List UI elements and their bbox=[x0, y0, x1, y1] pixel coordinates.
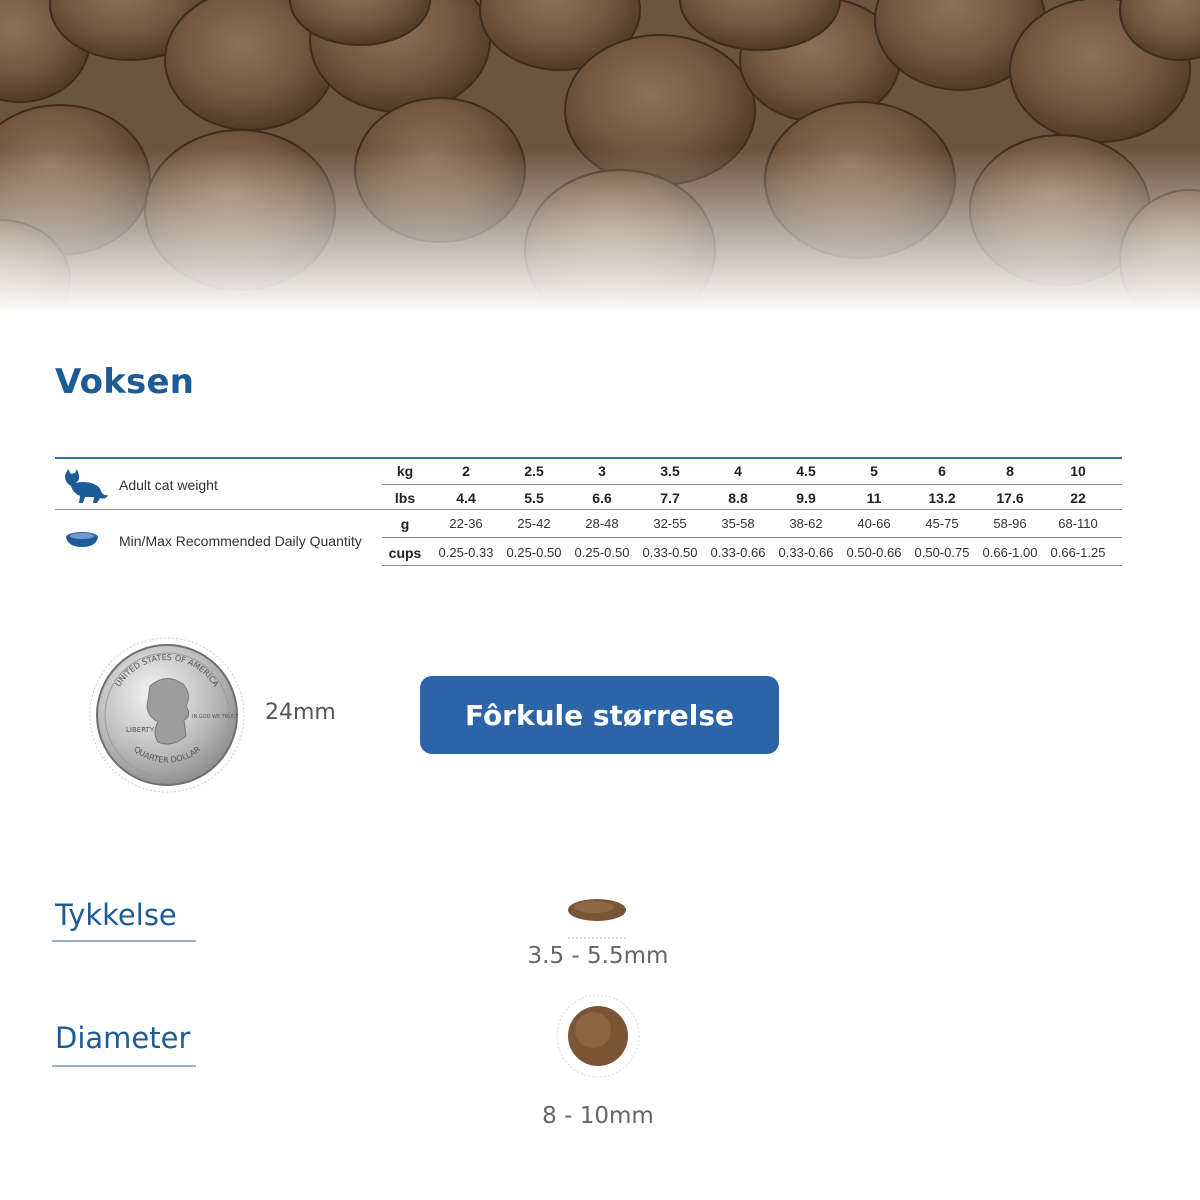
quarter-coin-image bbox=[88, 636, 246, 799]
row-divider bbox=[382, 537, 1122, 538]
table-cell: 8 bbox=[1006, 463, 1014, 479]
table-cell: 13.2 bbox=[928, 490, 956, 506]
table-cell: 3 bbox=[598, 463, 606, 479]
diameter-value: 8 - 10mm bbox=[542, 1103, 654, 1129]
thickness-underline bbox=[52, 940, 196, 942]
diameter-label: Diameter bbox=[55, 1021, 191, 1055]
table-cell: 4 bbox=[734, 463, 742, 479]
food-bowl-icon bbox=[65, 529, 99, 554]
table-cell: 0.33-0.66 bbox=[778, 545, 834, 560]
table-cell: 28-48 bbox=[585, 516, 619, 531]
unit-label: cups bbox=[388, 545, 422, 561]
coin-motto-text: IN GOD WE TRUST bbox=[192, 714, 239, 720]
table-cell: 0.50-0.66 bbox=[846, 545, 902, 560]
coin-liberty-text: LIBERTY bbox=[126, 726, 155, 734]
row-divider bbox=[55, 509, 1122, 510]
kibble-size-button[interactable]: Fôrkule størrelse bbox=[420, 676, 779, 754]
table-cell: 0.33-0.66 bbox=[710, 545, 766, 560]
diameter-underline bbox=[52, 1065, 196, 1067]
table-cell: 4.5 bbox=[796, 463, 816, 479]
table-cell: 68-110 bbox=[1058, 516, 1098, 531]
table-cell: 0.66-1.00 bbox=[982, 545, 1038, 560]
table-top-rule bbox=[55, 457, 1122, 459]
thickness-label: Tykkelse bbox=[55, 898, 177, 932]
unit-label: g bbox=[400, 516, 410, 532]
table-cell: 11 bbox=[866, 490, 882, 506]
kibble-top-view-image bbox=[555, 993, 641, 1084]
table-cell: 6 bbox=[938, 463, 946, 479]
table-cell: 9.9 bbox=[796, 490, 816, 506]
row-divider bbox=[382, 484, 1122, 485]
coin-top-text: UNITED STATES OF AMERICA bbox=[113, 652, 221, 689]
table-cell: 0.50-0.75 bbox=[914, 545, 970, 560]
table-cell: 35-58 bbox=[721, 516, 755, 531]
table-cell: 45-75 bbox=[925, 516, 959, 531]
table-cell: 0.25-0.50 bbox=[506, 545, 562, 560]
table-cell: 22-36 bbox=[449, 516, 483, 531]
kibble-hero-image bbox=[0, 0, 1200, 330]
table-cell: 2.5 bbox=[524, 463, 544, 479]
row-divider bbox=[382, 565, 1122, 566]
table-cell: 10 bbox=[1070, 463, 1086, 479]
kibble-side-view-image bbox=[564, 894, 630, 947]
weight-row-label: Adult cat weight bbox=[119, 477, 218, 493]
table-cell: 2 bbox=[462, 463, 470, 479]
table-cell: 58-96 bbox=[993, 516, 1027, 531]
table-cell: 0.33-0.50 bbox=[642, 545, 698, 560]
table-cell: 3.5 bbox=[660, 463, 680, 479]
table-cell: 0.66-1.25 bbox=[1050, 545, 1106, 560]
table-cell: 6.6 bbox=[592, 490, 612, 506]
table-cell: 32-55 bbox=[653, 516, 687, 531]
thickness-value: 3.5 - 5.5mm bbox=[527, 943, 669, 969]
unit-label: lbs bbox=[394, 490, 416, 506]
table-cell: 22 bbox=[1070, 490, 1086, 506]
cat-icon bbox=[59, 469, 109, 508]
page-title: Voksen bbox=[55, 362, 195, 402]
quantity-row-label: Min/Max Recommended Daily Quantity bbox=[119, 533, 362, 549]
unit-label: kg bbox=[396, 463, 414, 479]
table-cell: 5.5 bbox=[524, 490, 544, 506]
table-cell: 0.25-0.33 bbox=[438, 545, 494, 560]
table-cell: 5 bbox=[870, 463, 878, 479]
table-cell: 17.6 bbox=[996, 490, 1024, 506]
table-cell: 4.4 bbox=[456, 490, 476, 506]
table-cell: 38-62 bbox=[789, 516, 823, 531]
table-cell: 7.7 bbox=[660, 490, 680, 506]
table-cell: 8.8 bbox=[728, 490, 748, 506]
table-cell: 40-66 bbox=[857, 516, 891, 531]
coin-size-label: 24mm bbox=[265, 700, 336, 725]
table-cell: 25-42 bbox=[517, 516, 551, 531]
table-cell: 0.25-0.50 bbox=[574, 545, 630, 560]
coin-bottom-text: QUARTER DOLLAR bbox=[132, 744, 202, 765]
